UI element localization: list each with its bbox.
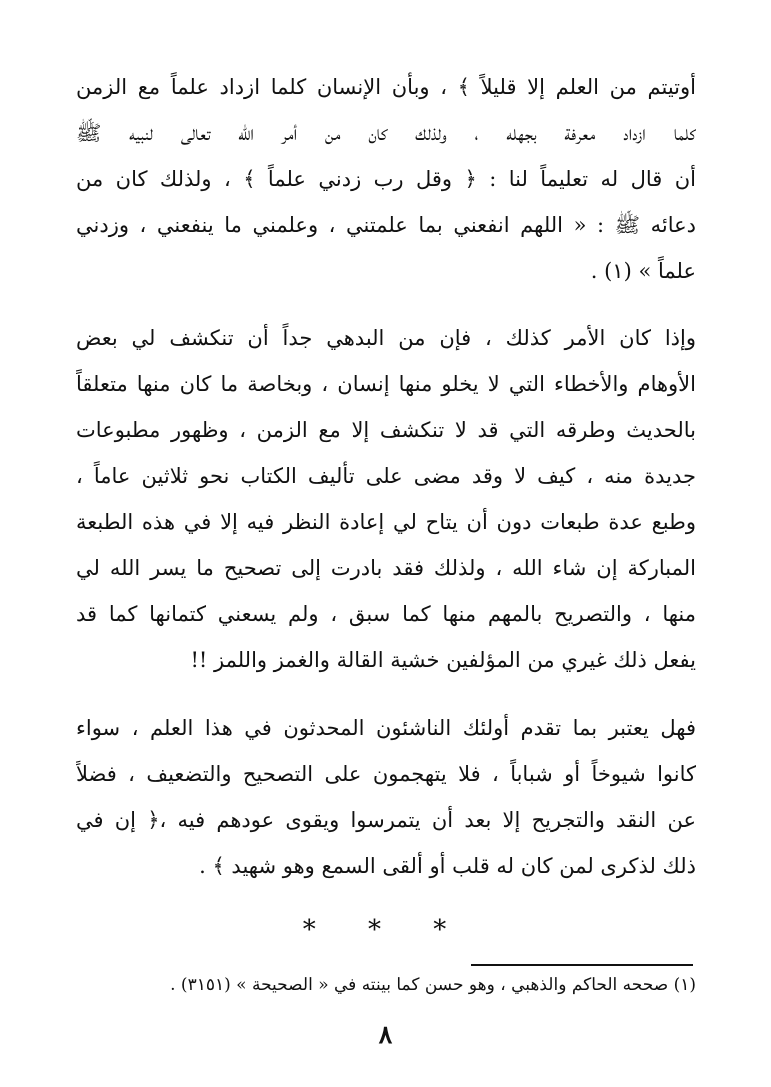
- text-line: بالحديث وطرقه التي قد لا تنكشف إلا مع الزمن ، وظهور مطبوعات: [76, 418, 696, 442]
- text-line: فهل يعتبر بما تقدم أولئك الناشئون المحدثون في هذا العلم ، سواء: [76, 716, 696, 740]
- text-line: ذلك لذكرى لمن كان له قلب أو ألقى السمع وهو شهيد ﴾ .: [199, 854, 696, 878]
- text-line: يفعل ذلك غيري من المؤلفين خشية القالة والغمز واللمز !!: [190, 648, 696, 672]
- text-line: كلما ازداد معرفة بجهله ، ولذلك كان من أمر الله تعالى لنبيه ﷺ: [76, 121, 696, 145]
- text-line: دعائه ﷺ : « اللهم انفعني بما علمتني ، وعلمني ما ينفعني ، وزدني: [76, 213, 696, 237]
- footnote-divider: [471, 964, 693, 966]
- section-separator: * * *: [302, 915, 469, 945]
- text-line: أن قال له تعليماً لنا : ﴿ وقل رب زدني علماً ﴾ ، ولذلك كان من: [76, 167, 696, 191]
- text-line: علماً » (١) .: [590, 259, 696, 283]
- text-line: الأوهام والأخطاء التي لا يخلو منها إنسان ، وبخاصة ما كان منها متعلقاً: [76, 372, 696, 396]
- paragraph-1: [76, 64, 696, 294]
- text-line: المباركة إن شاء الله ، ولذلك فقد بادرت إلى تصحيح ما يسر الله لي: [76, 556, 696, 580]
- text-line: عن النقد والتجريح إلا بعد أن يتمرسوا ويقوى عودهم فيه ،﴿ إن في: [76, 808, 696, 832]
- paragraph-3: [76, 705, 696, 889]
- text-line: أوتيتم من العلم إلا قليلاً ﴾ ، وبأن الإنسان كلما ازداد علماً مع الزمن: [76, 75, 696, 99]
- text-line: وطبع عدة طبعات دون أن يتاح لي إعادة النظر فيه إلا في هذه الطبعة: [76, 510, 696, 534]
- text-line: وإذا كان الأمر كذلك ، فإن من البدهي جداً أن تنكشف لي بعض: [76, 326, 696, 350]
- page-number: ٨: [378, 1020, 393, 1049]
- text-line: جديدة منه ، كيف لا وقد مضى على تأليف الكتاب نحو ثلاثين عاماً ،: [76, 464, 696, 488]
- footnote: (١) صححه الحاكم والذهبي ، وهو حسن كما بينته في « الصحيحة » (٣١٥١) .: [170, 975, 696, 995]
- text-line: كانوا شيوخاً أو شباباً ، فلا يتهجمون على التصحيح والتضعيف ، فضلاً: [76, 762, 696, 786]
- paragraph-2: [76, 315, 696, 683]
- text-line: منها ، والتصريح بالمهم منها كما سبق ، ولم يسعني كتمانها كما قد: [76, 602, 696, 626]
